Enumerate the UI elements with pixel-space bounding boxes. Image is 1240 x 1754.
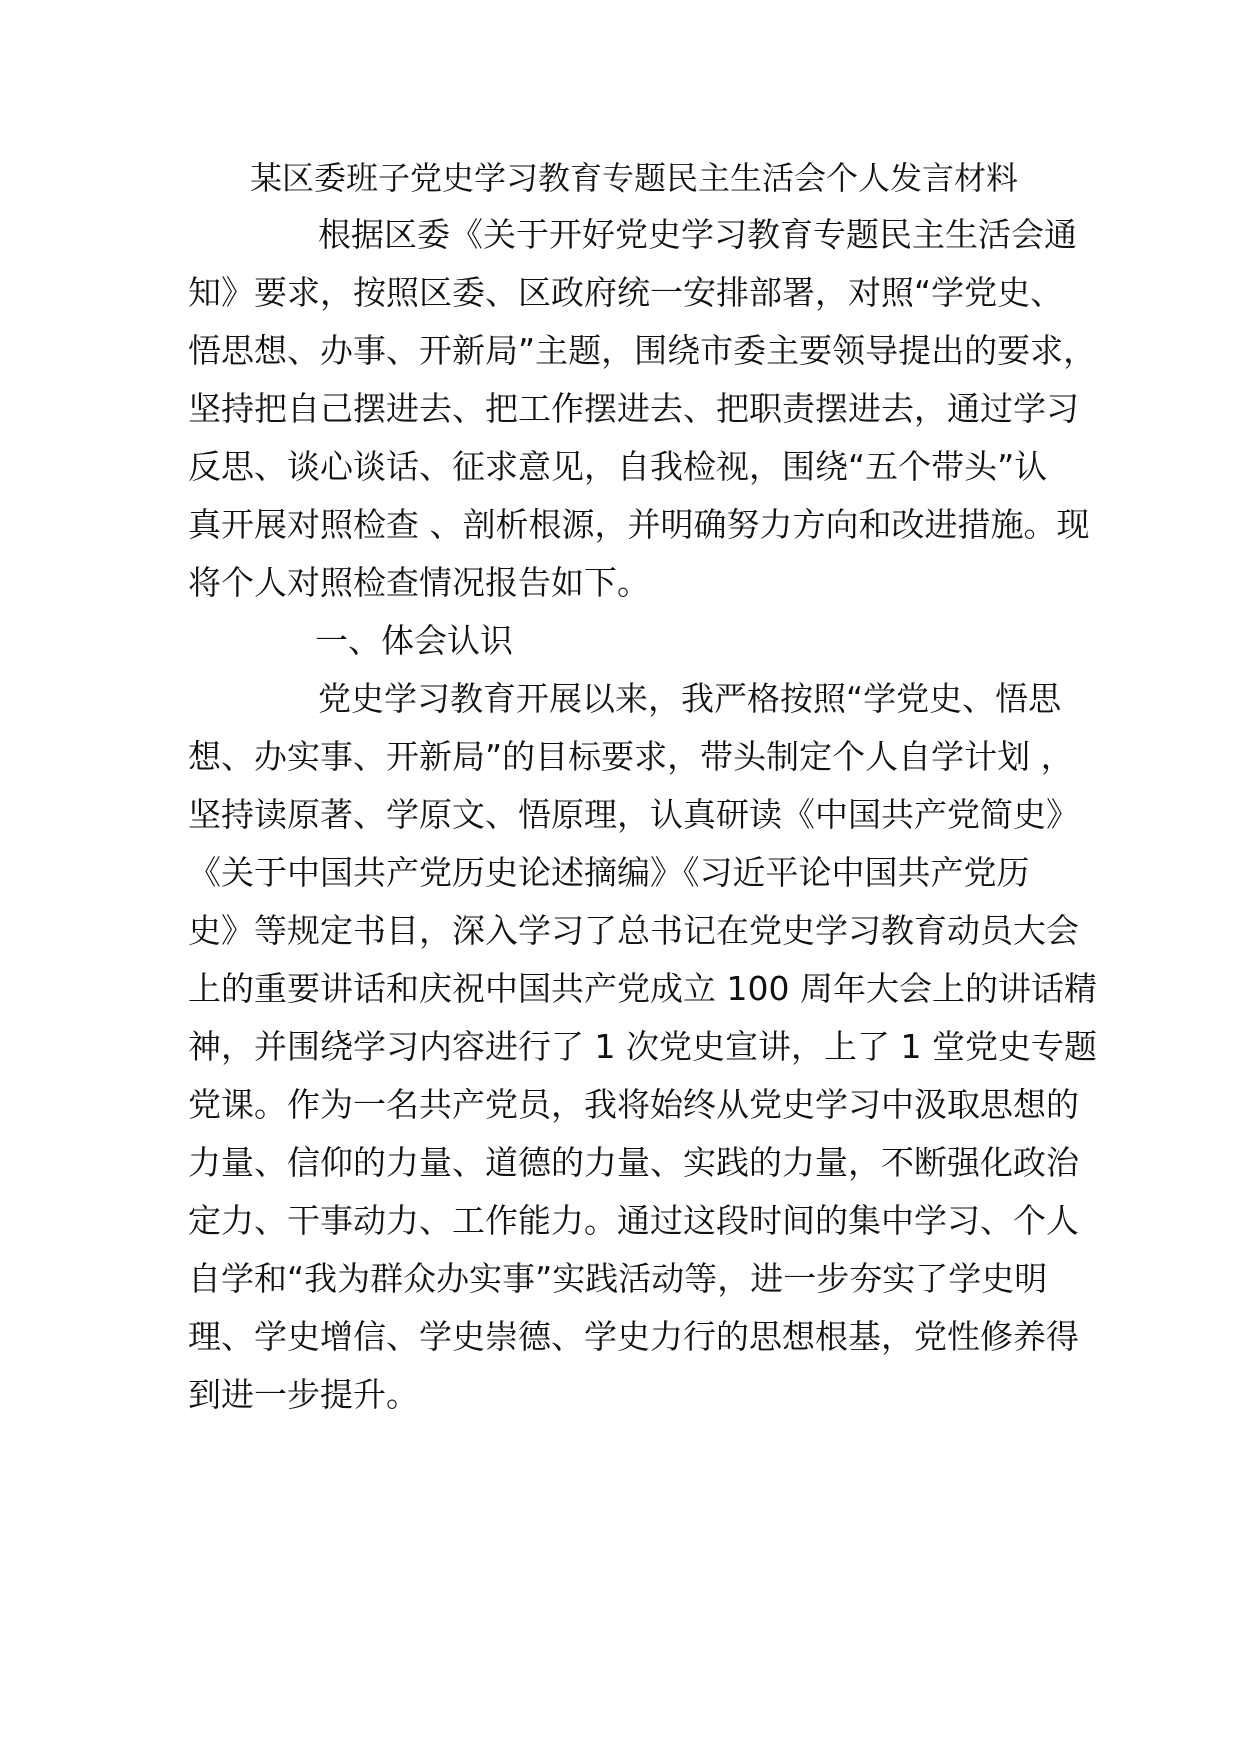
paragraph-line: 坚持把自己摆进去、把工作摆进去、把职责摆进去，通过学习 (188, 389, 1079, 428)
paragraph-line: 自学和“我为群众办实事”实践活动等，进一步夯实了学史明 (188, 1259, 1048, 1298)
paragraph-line: 史》等规定书目，深入学习了总书记在党史学习教育动员大会 (188, 911, 1079, 950)
paragraph-line: 神，并围绕学习内容进行了 1 次党史宣讲，上了 1 堂党史专题 (188, 1027, 1097, 1066)
paragraph-line: 反思、谈心谈话、征求意见，自我检视，围绕“五个带头”认 (188, 447, 1048, 486)
paragraph-line: 力量、信仰的力量、道德的力量、实践的力量，不断强化政治 (188, 1143, 1079, 1182)
paragraph-line: 理、学史增信、学史崇德、学史力行的思想根基，党性修养得 (188, 1317, 1079, 1356)
paragraph-line: 上的重要讲话和庆祝中国共产党成立 100 周年大会上的讲话精 (188, 969, 1097, 1008)
paragraph-line: 想、办实事、开新局”的目标要求，带头制定个人自学计划 ， (188, 737, 1074, 776)
section-heading: 一、体会认识 (315, 621, 513, 660)
paragraph-line: 坚持读原著、学原文、悟原理，认真研读《中国共产党简史》 (188, 795, 1079, 834)
paragraph-line: 根据区委《关于开好党史学习教育专题民主生活会通 (318, 215, 1077, 254)
paragraph-line: 将个人对照检查情况报告如下。 (188, 563, 650, 602)
paragraph-line: 《关于中国共产党历史论述摘编》《习近平论中国共产党历 (188, 853, 1030, 892)
paragraph-line: 到进一步提升。 (188, 1375, 419, 1414)
paragraph-line: 党史学习教育开展以来，我严格按照“学党史、悟思 (318, 679, 1062, 718)
paragraph-line: 真开展对照检查 、剖析根源，并明确努力方向和改进措施。现 (188, 505, 1090, 544)
paragraph-line: 悟思想、办事、开新局”主题，围绕市委主要领导提出的要求， (188, 331, 1097, 370)
paragraph-line: 党课。作为一名共产党员，我将始终从党史学习中汲取思想的 (188, 1085, 1079, 1124)
paragraph-line: 定力、干事动力、工作能力。通过这段时间的集中学习、个人 (188, 1201, 1079, 1240)
document-title: 某区委班子党史学习教育专题民主生活会个人发言材料 (250, 159, 1019, 197)
paragraph-line: 知》要求，按照区委、区政府统一安排部署，对照“学党史、 (188, 273, 1064, 312)
